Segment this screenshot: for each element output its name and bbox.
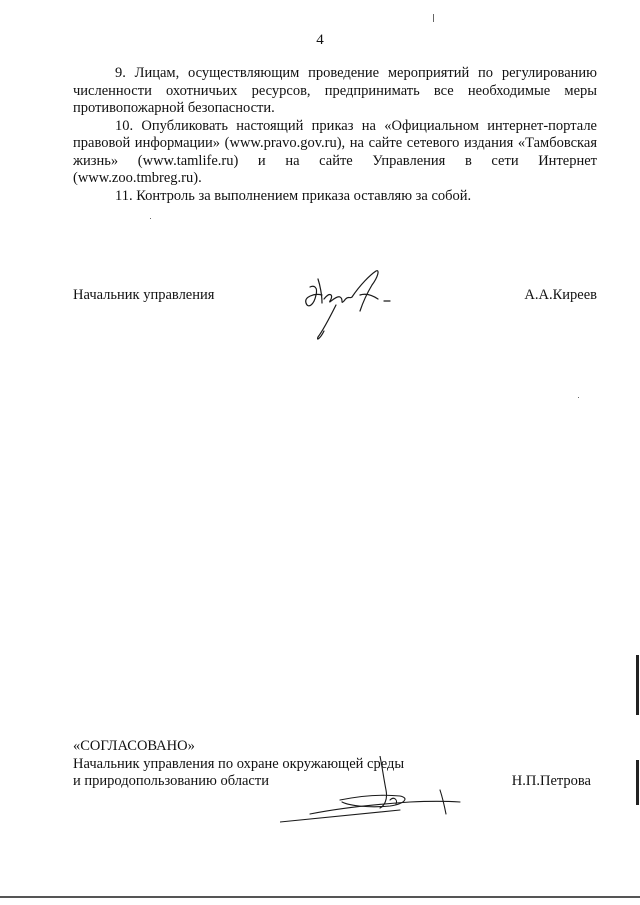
handwritten-signature-kireev	[300, 265, 400, 345]
approval-name: Н.П.Петрова	[511, 773, 591, 789]
scan-speck	[150, 218, 151, 219]
scan-edge-mark-bottom	[636, 760, 639, 805]
signatory-name: А.А.Киреев	[524, 287, 597, 303]
scan-speck	[433, 14, 434, 22]
scan-edge-mark-top	[636, 655, 639, 715]
signatory-role: Начальник управления	[73, 287, 215, 303]
scan-bottom-line	[0, 896, 640, 898]
paragraph-11: 11. Контроль за выполнением приказа оставляю за собой.	[115, 187, 472, 204]
paragraph-9: 9. Лицам, осуществляющим проведение мероприятий по регулированию численности охотничьих ресурсов, предпринимать все необходимые меры противопожарной безопасности.	[73, 65, 597, 116]
scan-speck	[578, 397, 579, 398]
handwritten-signature-petrova	[280, 756, 470, 826]
approval-role-line-1: Начальник управления по охране окружающей среды	[73, 755, 405, 772]
approval-heading: «СОГЛАСОВАНО»	[73, 738, 195, 754]
approval-role-line-2: и природопользованию области	[73, 773, 269, 789]
page-number: 4	[316, 32, 324, 48]
paragraph-10: 10. Опубликовать настоящий приказ на «Официальном интернет-портале правовой информации» (www.pravo.gov.ru), на сайте сетевого издания «Тамбовская жизнь» (www.tamlife.ru) и на сайте Управления в сети Интернет (www.zoo.tmbreg.ru).	[73, 117, 597, 186]
order-body	[73, 65, 597, 205]
